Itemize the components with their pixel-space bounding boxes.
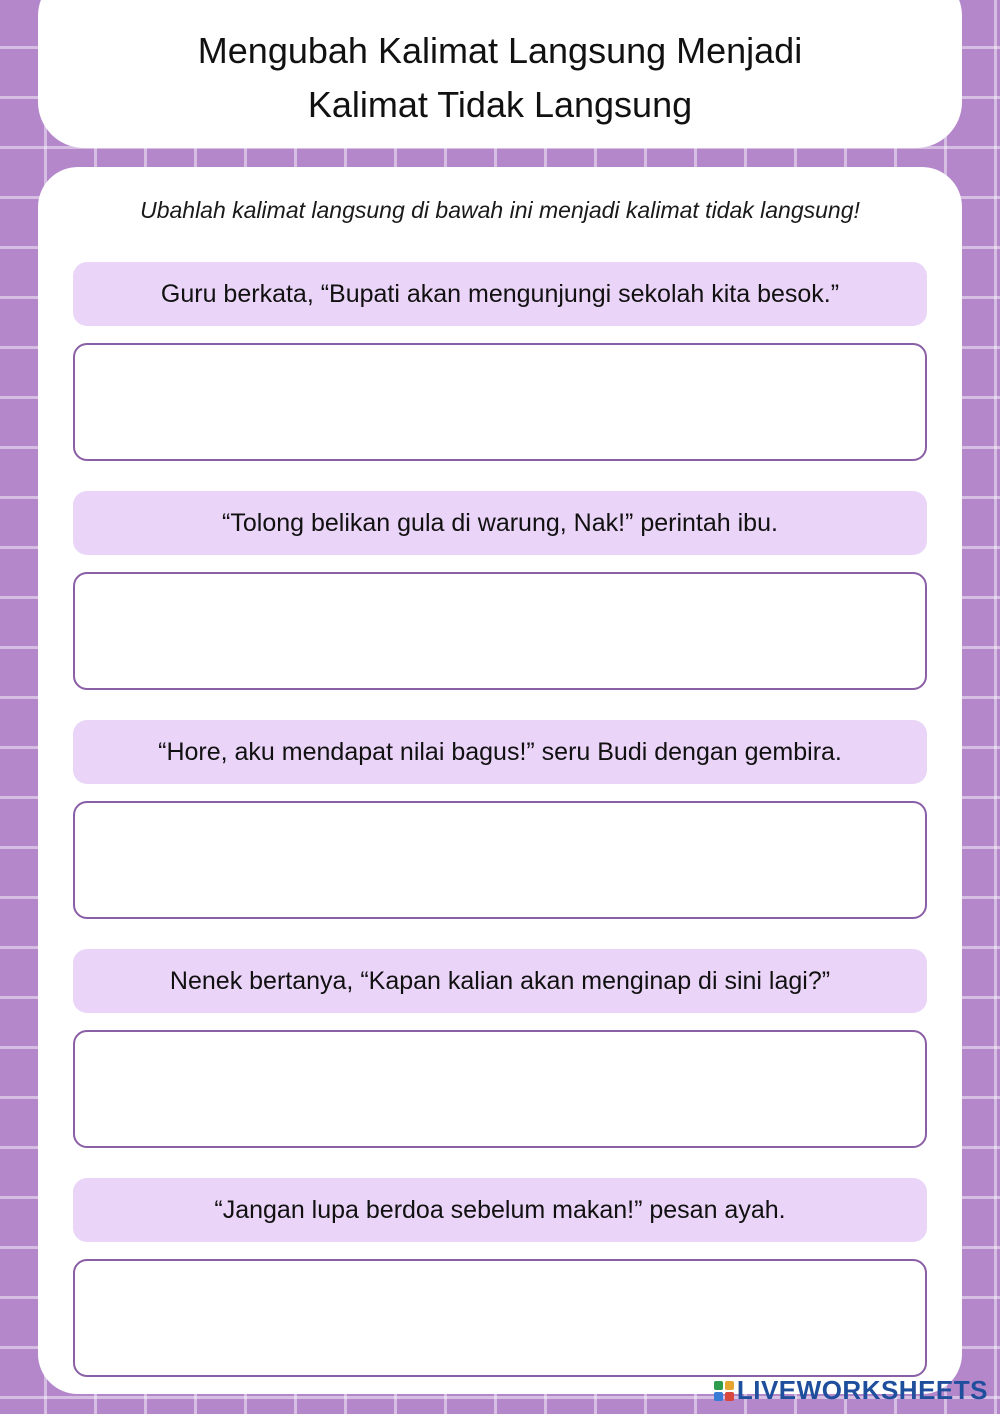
logo-square <box>714 1392 723 1401</box>
page-title-line-2: Kalimat Tidak Langsung <box>307 84 693 125</box>
question-2 <box>73 491 927 690</box>
answer-field[interactable] <box>73 572 927 690</box>
question-4 <box>73 949 927 1148</box>
question-prompt: “Tolong belikan gula di warung, Nak!” perintah ibu. <box>73 491 927 555</box>
answer-field[interactable] <box>73 343 927 461</box>
logo-square <box>725 1392 734 1401</box>
logo-text: LIVEWORKSHEETS <box>736 1375 988 1405</box>
page-title-line-1: Mengubah Kalimat Langsung Menjadi <box>197 30 803 71</box>
liveworksheets-logo[interactable] <box>714 1375 988 1406</box>
question-prompt: Nenek bertanya, “Kapan kalian akan menginap di sini lagi?” <box>73 949 927 1013</box>
worksheet-card <box>38 167 962 1394</box>
question-prompt: “Hore, aku mendapat nilai bagus!” seru Budi dengan gembira. <box>73 720 927 784</box>
question-5 <box>73 1178 927 1377</box>
logo-square <box>725 1381 734 1390</box>
question-3 <box>73 720 927 919</box>
answer-field[interactable] <box>73 1259 927 1377</box>
answer-field[interactable] <box>73 801 927 919</box>
title-card <box>38 0 962 148</box>
question-1 <box>73 262 927 461</box>
liveworksheets-logo-icon <box>714 1381 734 1401</box>
question-prompt: Guru berkata, “Bupati akan mengunjungi sekolah kita besok.” <box>73 262 927 326</box>
question-prompt: “Jangan lupa berdoa sebelum makan!” pesan ayah. <box>73 1178 927 1242</box>
answer-field[interactable] <box>73 1030 927 1148</box>
logo-square <box>714 1381 723 1390</box>
instruction-text: Ubahlah kalimat langsung di bawah ini menjadi kalimat tidak langsung! <box>140 197 860 223</box>
